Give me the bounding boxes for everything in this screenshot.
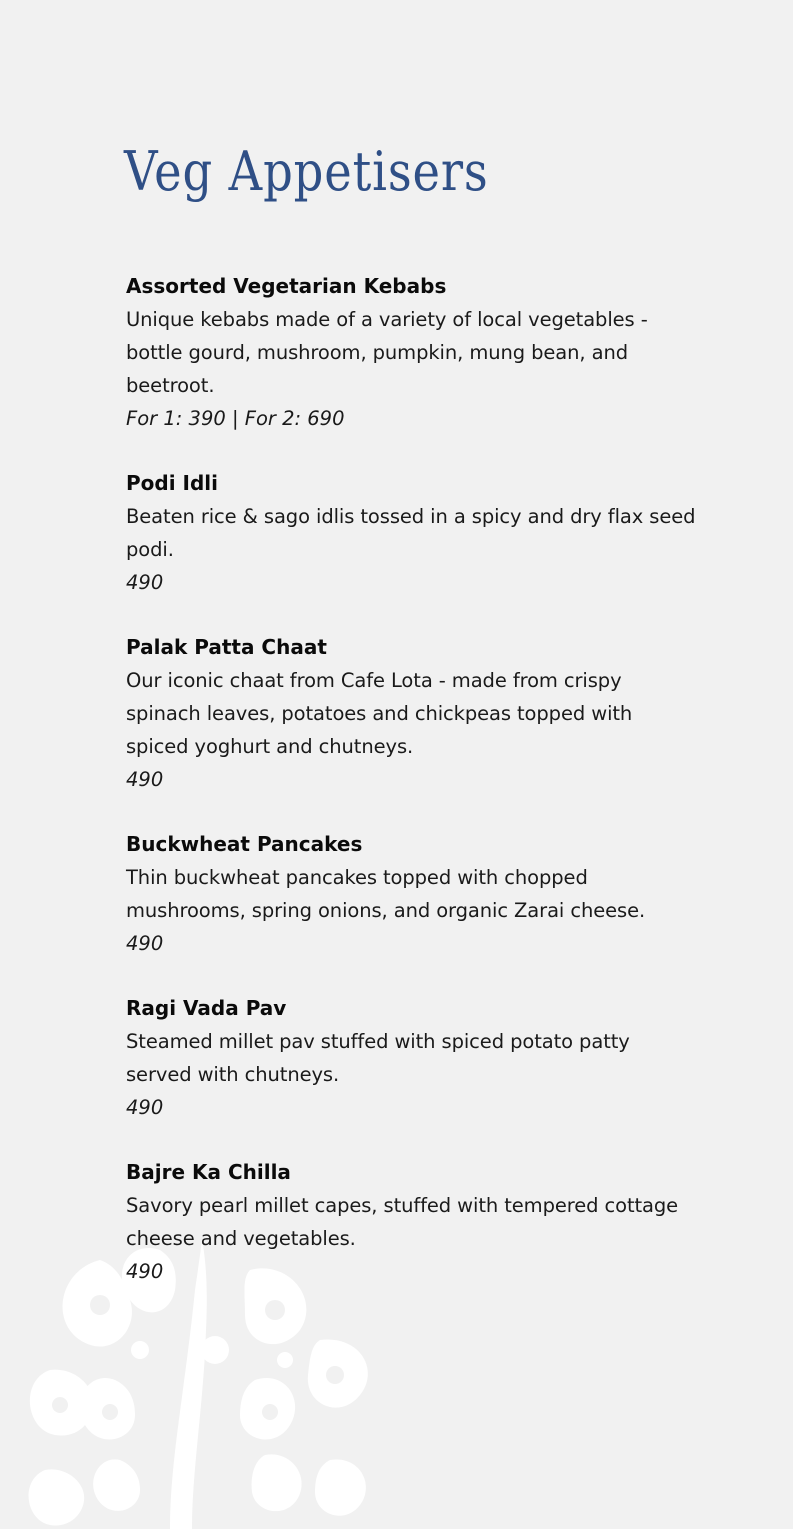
list-item xyxy=(126,992,696,1124)
dish-price: 490 xyxy=(126,1260,164,1283)
dish-name: Podi Idli xyxy=(126,471,219,495)
dish-name: Assorted Vegetarian Kebabs xyxy=(126,274,447,298)
list-item xyxy=(126,828,696,960)
dish-price: 490 xyxy=(126,571,164,594)
dish-description: Our iconic chaat from Cafe Lota - made from crispy spinach leaves, potatoes and chickpeas topped with spiced yoghurt and chutneys. xyxy=(126,669,633,758)
dish-price: 490 xyxy=(126,768,164,791)
list-item xyxy=(126,631,696,796)
dish-description: Thin buckwheat pancakes topped with chopped mushrooms, spring onions, and organic Zarai cheese. xyxy=(126,866,646,922)
dish-description: Savory pearl millet capes, stuffed with tempered cottage cheese and vegetables. xyxy=(126,1194,679,1250)
dish-name: Bajre Ka Chilla xyxy=(126,1160,291,1184)
menu-list xyxy=(126,270,696,1320)
dish-name: Buckwheat Pancakes xyxy=(126,832,363,856)
dish-price: 490 xyxy=(126,1096,164,1119)
page-title: Veg Appetisers xyxy=(124,140,489,203)
dish-description: Steamed millet pav stuffed with spiced potato patty served with chutneys. xyxy=(126,1030,630,1086)
dish-description: Unique kebabs made of a variety of local vegetables - bottle gourd, mushroom, pumpkin, mung bean, and beetroot. xyxy=(126,308,648,397)
list-item xyxy=(126,467,696,599)
dish-price: 490 xyxy=(126,932,164,955)
list-item xyxy=(126,270,696,435)
dish-description: Beaten rice & sago idlis tossed in a spicy and dry flax seed podi. xyxy=(126,505,696,561)
list-item xyxy=(126,1156,696,1288)
dish-name: Palak Patta Chaat xyxy=(126,635,327,659)
dish-name: Ragi Vada Pav xyxy=(126,996,287,1020)
dish-price: For 1: 390 | For 2: 690 xyxy=(126,407,345,430)
